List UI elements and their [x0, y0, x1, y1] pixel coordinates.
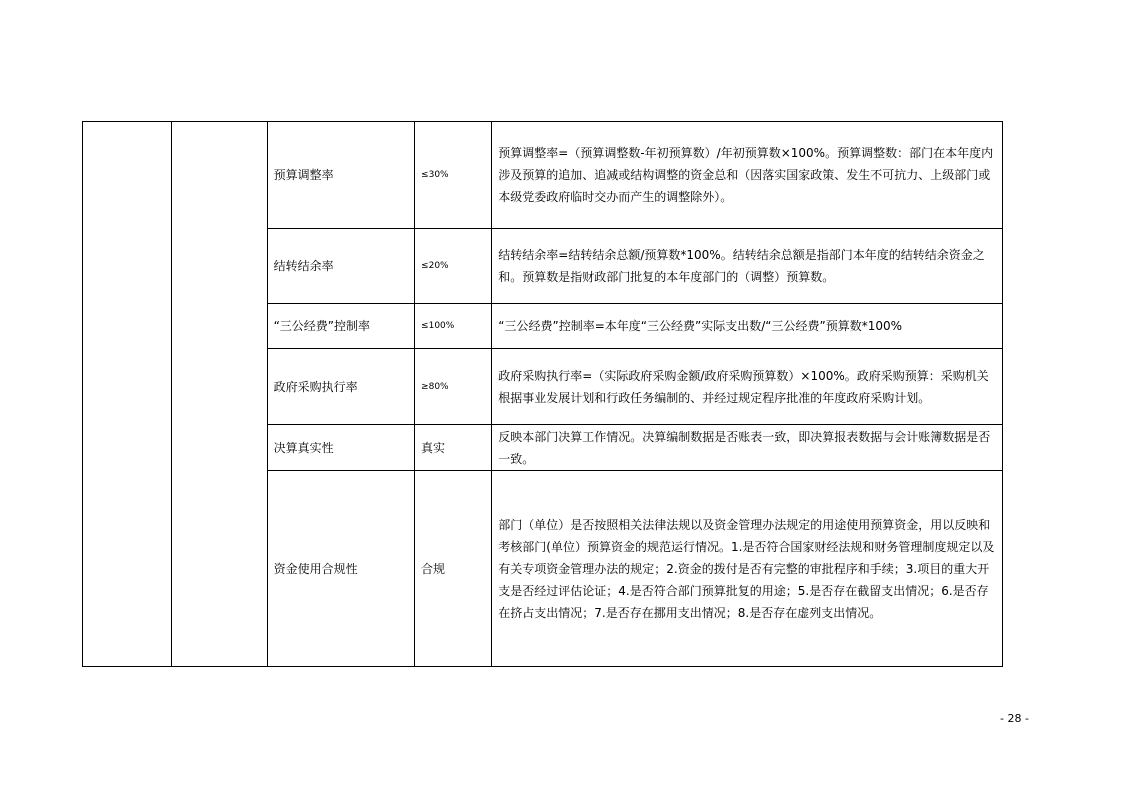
- indicator-description: “三公经费”控制率=本年度“三公经费”实际支出数/“三公经费”预算数*100%: [492, 304, 1003, 349]
- indicator-description: 结转结余率=结转结余总额/预算数*100%。结转结余总额是指部门本年度的结转结余资金之和。预算数是指财政部门批复的本年度部门的（调整）预算数。: [492, 229, 1003, 304]
- indicator-description: 部门（单位）是否按照相关法律法规以及资金管理办法规定的用途使用预算资金，用以反映和考核部门(单位）预算资金的规范运行情况。1.是否符合国家财经法规和财务管理制度规定以及有关专项资金管理办法的规定；2.资金的拨付是否有完整的审批程序和手续；3.项目的重大开支是否经过评估论证；4.是否符合部门预算批复的用途；5.是否存在截留支出情况；6.是否存在挤占支出情况；7.是否存在挪用支出情况；8.是否存在虚列支出情况。: [492, 471, 1003, 667]
- indicator-description: 预算调整率=（预算调整数-年初预算数）/年初预算数×100%。预算调整数：部门在本年度内涉及预算的追加、追减或结构调整的资金总和（因落实国家政策、发生不可抗力、上级部门或本级党委政府临时交办而产生的调整除外）。: [492, 122, 1003, 229]
- indicator-name: 政府采购执行率: [267, 349, 414, 425]
- indicator-standard: ≤100%: [415, 304, 492, 349]
- table-row: [83, 122, 1003, 229]
- indicator-name: 预算调整率: [267, 122, 414, 229]
- first-level-indicator-cell: [83, 122, 172, 667]
- performance-indicator-table: [82, 121, 1003, 667]
- indicator-name: 结转结余率: [267, 229, 414, 304]
- indicator-standard: 真实: [415, 425, 492, 471]
- indicator-standard: 合规: [415, 471, 492, 667]
- indicator-standard: ≥80%: [415, 349, 492, 425]
- indicator-description: 反映本部门决算工作情况。决算编制数据是否账表一致，即决算报表数据与会计账簿数据是否一致。: [492, 425, 1003, 471]
- page-number: - 28 -: [1000, 712, 1029, 725]
- indicator-name: 资金使用合规性: [267, 471, 414, 667]
- indicator-standard: ≤30%: [415, 122, 492, 229]
- indicator-description: 政府采购执行率=（实际政府采购金额/政府采购预算数）×100%。政府采购预算：采购机关根据事业发展计划和行政任务编制的、并经过规定程序批准的年度政府采购计划。: [492, 349, 1003, 425]
- indicator-name: 决算真实性: [267, 425, 414, 471]
- second-level-indicator-cell: [172, 122, 267, 667]
- indicator-name: “三公经费”控制率: [267, 304, 414, 349]
- indicator-standard: ≤20%: [415, 229, 492, 304]
